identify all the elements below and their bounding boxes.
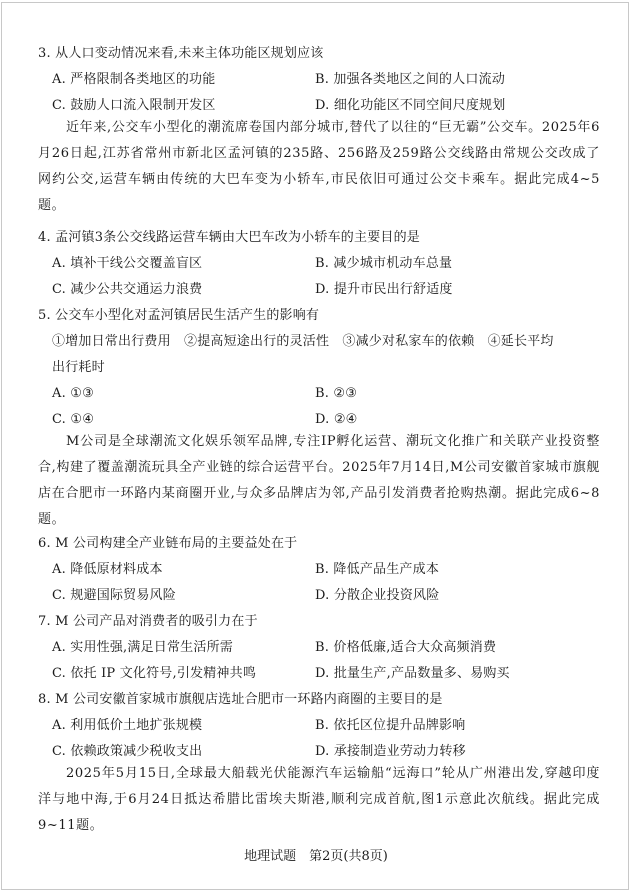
question-8-option-a: A. 利用低价土地扩张规模 [52,718,203,733]
question-7-option-c: C. 依托 IP 文化符号,引发精神共鸣 [52,666,257,681]
question-3-option-a: A. 严格限制各类地区的功能 [52,72,216,87]
question-3-option-c: C. 鼓励人口流入限制开发区 [52,98,216,113]
passage-4-5: 近年来,公交车小型化的潮流席卷国内部分城市,替代了以往的“巨无霸”公交车。2025年6月26日起,江苏省常州市新北区孟河镇的235路、256路及259路公交线路由常规公交改成了网约公交,运营车辆由传统的大巴车变为小轿车,市民依旧可通过公交卡乘车。据此完成4~5题。 [38,120,600,213]
question-4-option-a: A. 填补干线公交覆盖盲区 [52,256,203,271]
question-6-option-b: B. 降低产品生产成本 [315,562,440,577]
question-7-option-b: B. 价格低廉,适合大众高频消费 [315,640,497,655]
question-7-stem: 7. M 公司产品对消费者的吸引力在于 [38,614,258,629]
question-8-option-b: B. 依托区位提升品牌影响 [315,718,466,733]
question-5-option-a: A. ①③ [52,386,94,401]
passage-9-11: 2025年5月15日,全球最大船载光伏能源汽车运输船“远海口”轮从广州港出发,穿越印度洋与地中海,于6月24日抵达希腊比雷埃夫斯港,顺利完成首航,图1示意此次航线。据此完成9~11题。 [38,766,600,833]
question-6-option-c: C. 规避国际贸易风险 [52,588,176,603]
question-8-option-d: D. 承接制造业劳动力转移 [315,744,466,759]
question-4-option-c: C. 减少公共交通运力浪费 [52,282,203,297]
question-5-items-cont: 出行耗时 [52,360,105,375]
question-5-option-b: B. ②③ [315,386,358,401]
exam-page [1,2,629,890]
question-7-option-d: D. 批量生产,产品数量多、易购买 [315,666,510,681]
question-5-option-c: C. ①④ [52,412,95,427]
question-5-option-d: D. ②④ [315,412,358,427]
question-3-option-d: D. 细化功能区不同空间尺度规划 [315,98,506,113]
page-footer: 地理试题 第2页(共8页) [244,849,388,864]
question-4-stem: 4. 孟河镇3条公交线路运营车辆由大巴车改为小轿车的主要目的是 [38,230,421,245]
question-6-option-a: A. 降低原材料成本 [52,562,163,577]
question-4-option-b: B. 减少城市机动车总量 [315,256,453,271]
question-7-option-a: A. 实用性强,满足日常生活所需 [52,640,233,655]
passage-6-8: M公司是全球潮流文化娱乐领军品牌,专注IP孵化运营、潮玩文化推广和关联产业投资整合,构建了覆盖潮流玩具全产业链的综合运营平台。2025年7月14日,M公司安徽首家城市旗舰店在合肥市一环路内某商圈开业,与众多品牌店为邻,产品引发消费者抢购热潮。据此完成6~8题。 [38,434,600,527]
question-3-stem: 3. 从人口变动情况来看,未来主体功能区规划应该 [38,46,324,61]
question-5-items: ①增加日常出行费用 ②提高短途出行的灵活性 ③减少对私家车的依赖 ④延长平均 [52,334,554,349]
question-4-option-d: D. 提升市民出行舒适度 [315,282,453,297]
question-8-stem: 8. M 公司安徽首家城市旗舰店选址合肥市一环路内商圈的主要目的是 [38,692,443,707]
question-6-stem: 6. M 公司构建全产业链布局的主要益处在于 [38,536,298,551]
question-3-option-b: B. 加强各类地区之间的人口流动 [315,72,506,87]
question-5-stem: 5. 公交车小型化对孟河镇居民生活产生的影响有 [38,308,320,323]
question-6-option-d: D. 分散企业投资风险 [315,588,440,603]
question-8-option-c: C. 依赖政策减少税收支出 [52,744,203,759]
